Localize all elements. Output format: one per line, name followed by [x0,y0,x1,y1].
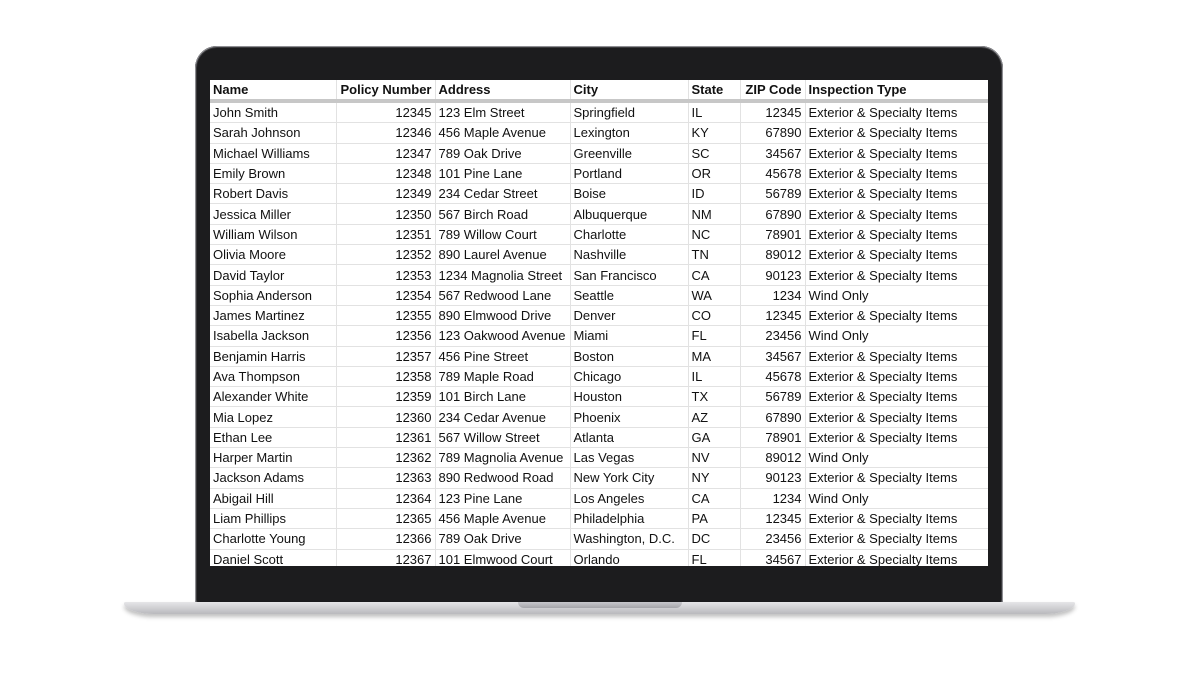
table-row[interactable] [210,427,988,447]
cell-zip-code[interactable]: 23456 [740,529,805,549]
cell-name[interactable]: Olivia Moore [210,245,336,265]
cell-address[interactable]: 101 Birch Lane [435,387,570,407]
cell-address[interactable]: 890 Laurel Avenue [435,245,570,265]
table-row[interactable] [210,123,988,143]
cell-zip-code[interactable]: 90123 [740,468,805,488]
table-row[interactable] [210,529,988,549]
cell-policy-number[interactable]: 12363 [336,468,435,488]
table-row[interactable] [210,508,988,528]
table-row[interactable] [210,224,988,244]
cell-inspection-type[interactable]: Wind Only [805,448,988,468]
cell-inspection-type[interactable]: Exterior & Specialty Items [805,101,988,123]
column-header-state[interactable]: State [688,80,740,101]
cell-state[interactable]: NM [688,204,740,224]
cell-address[interactable]: 123 Pine Lane [435,488,570,508]
cell-address[interactable]: 789 Oak Drive [435,143,570,163]
table-body [210,101,988,566]
cell-zip-code[interactable]: 45678 [740,366,805,386]
cell-policy-number[interactable]: 12357 [336,346,435,366]
cell-inspection-type[interactable]: Exterior & Specialty Items [805,529,988,549]
cell-zip-code[interactable]: 78901 [740,224,805,244]
table-row[interactable] [210,346,988,366]
table-row[interactable] [210,305,988,325]
cell-name[interactable]: Jackson Adams [210,468,336,488]
cell-state[interactable]: SC [688,143,740,163]
cell-city[interactable]: Washington, D.C. [570,529,688,549]
cell-state[interactable]: FL [688,326,740,346]
cell-zip-code[interactable]: 90123 [740,265,805,285]
table-row[interactable] [210,245,988,265]
cell-city[interactable]: Chicago [570,366,688,386]
table-row[interactable] [210,387,988,407]
column-header-inspection-type[interactable]: Inspection Type [805,80,988,101]
cell-state[interactable]: FL [688,549,740,566]
cell-city[interactable]: Atlanta [570,427,688,447]
cell-name[interactable]: Daniel Scott [210,549,336,566]
table-row[interactable] [210,204,988,224]
cell-inspection-type[interactable]: Exterior & Specialty Items [805,346,988,366]
cell-address[interactable]: 567 Redwood Lane [435,285,570,305]
cell-state[interactable]: TN [688,245,740,265]
cell-state[interactable]: MA [688,346,740,366]
cell-inspection-type[interactable]: Exterior & Specialty Items [805,366,988,386]
cell-name[interactable]: Charlotte Young [210,529,336,549]
cell-address[interactable]: 456 Pine Street [435,346,570,366]
cell-state[interactable]: CO [688,305,740,325]
cell-inspection-type[interactable]: Exterior & Specialty Items [805,245,988,265]
cell-city[interactable]: Lexington [570,123,688,143]
cell-state[interactable]: ID [688,184,740,204]
cell-state[interactable]: GA [688,427,740,447]
cell-zip-code[interactable]: 12345 [740,508,805,528]
cell-name[interactable]: David Taylor [210,265,336,285]
cell-policy-number[interactable]: 12366 [336,529,435,549]
cell-city[interactable]: Nashville [570,245,688,265]
cell-inspection-type[interactable]: Wind Only [805,285,988,305]
cell-inspection-type[interactable]: Exterior & Specialty Items [805,427,988,447]
cell-state[interactable]: NC [688,224,740,244]
cell-address[interactable]: 101 Elmwood Court [435,549,570,566]
cell-zip-code[interactable]: 34567 [740,549,805,566]
cell-city[interactable]: Denver [570,305,688,325]
cell-inspection-type[interactable]: Exterior & Specialty Items [805,387,988,407]
table-row[interactable] [210,407,988,427]
table-row[interactable] [210,184,988,204]
cell-state[interactable]: KY [688,123,740,143]
cell-state[interactable]: NV [688,448,740,468]
cell-address[interactable]: 234 Cedar Street [435,184,570,204]
cell-city[interactable]: San Francisco [570,265,688,285]
cell-name[interactable]: Alexander White [210,387,336,407]
cell-name[interactable]: Isabella Jackson [210,326,336,346]
cell-city[interactable]: Orlando [570,549,688,566]
cell-inspection-type[interactable]: Exterior & Specialty Items [805,123,988,143]
cell-name[interactable]: James Martinez [210,305,336,325]
cell-city[interactable]: Boston [570,346,688,366]
cell-address[interactable]: 567 Birch Road [435,204,570,224]
cell-policy-number[interactable]: 12364 [336,488,435,508]
cell-zip-code[interactable]: 23456 [740,326,805,346]
cell-address[interactable]: 789 Maple Road [435,366,570,386]
cell-name[interactable]: Benjamin Harris [210,346,336,366]
cell-policy-number[interactable]: 12358 [336,366,435,386]
cell-policy-number[interactable]: 12355 [336,305,435,325]
cell-policy-number[interactable]: 12359 [336,387,435,407]
cell-policy-number[interactable]: 12347 [336,143,435,163]
laptop-notch [518,602,682,608]
cell-policy-number[interactable]: 12348 [336,163,435,183]
cell-name[interactable]: Sophia Anderson [210,285,336,305]
cell-zip-code[interactable]: 67890 [740,407,805,427]
cell-name[interactable]: William Wilson [210,224,336,244]
cell-city[interactable]: New York City [570,468,688,488]
cell-zip-code[interactable]: 1234 [740,488,805,508]
cell-city[interactable]: Las Vegas [570,448,688,468]
table-row[interactable] [210,488,988,508]
laptop-screen [210,80,988,566]
cell-name[interactable]: Robert Davis [210,184,336,204]
cell-inspection-type[interactable]: Exterior & Specialty Items [805,143,988,163]
cell-city[interactable]: Phoenix [570,407,688,427]
cell-zip-code[interactable]: 34567 [740,346,805,366]
cell-address[interactable]: 101 Pine Lane [435,163,570,183]
cell-zip-code[interactable]: 67890 [740,204,805,224]
cell-name[interactable]: Harper Martin [210,448,336,468]
cell-address[interactable]: 789 Magnolia Avenue [435,448,570,468]
cell-zip-code[interactable]: 78901 [740,427,805,447]
table-row[interactable] [210,285,988,305]
cell-address[interactable]: 789 Oak Drive [435,529,570,549]
cell-name[interactable]: Emily Brown [210,163,336,183]
cell-inspection-type[interactable]: Wind Only [805,488,988,508]
column-header-zip-code[interactable]: ZIP Code [740,80,805,101]
cell-policy-number[interactable]: 12349 [336,184,435,204]
cell-name[interactable]: Abigail Hill [210,488,336,508]
column-header-name[interactable]: Name [210,80,336,101]
cell-name[interactable]: Jessica Miller [210,204,336,224]
cell-zip-code[interactable]: 89012 [740,245,805,265]
column-header-city[interactable]: City [570,80,688,101]
cell-inspection-type[interactable]: Exterior & Specialty Items [805,468,988,488]
cell-state[interactable]: WA [688,285,740,305]
cell-address[interactable]: 890 Elmwood Drive [435,305,570,325]
cell-name[interactable]: Mia Lopez [210,407,336,427]
cell-zip-code[interactable]: 12345 [740,101,805,123]
cell-policy-number[interactable]: 12361 [336,427,435,447]
cell-state[interactable]: IL [688,101,740,123]
table-row[interactable] [210,326,988,346]
cell-city[interactable]: Springfield [570,101,688,123]
cell-state[interactable]: TX [688,387,740,407]
cell-zip-code[interactable]: 12345 [740,305,805,325]
cell-policy-number[interactable]: 12362 [336,448,435,468]
cell-policy-number[interactable]: 12345 [336,101,435,123]
cell-name[interactable]: Ethan Lee [210,427,336,447]
cell-zip-code[interactable]: 1234 [740,285,805,305]
cell-city[interactable]: Albuquerque [570,204,688,224]
cell-inspection-type[interactable]: Exterior & Specialty Items [805,265,988,285]
cell-name[interactable]: Ava Thompson [210,366,336,386]
cell-policy-number[interactable]: 12365 [336,508,435,528]
cell-inspection-type[interactable]: Exterior & Specialty Items [805,305,988,325]
cell-inspection-type[interactable]: Exterior & Specialty Items [805,508,988,528]
cell-address[interactable]: 567 Willow Street [435,427,570,447]
cell-name[interactable]: Sarah Johnson [210,123,336,143]
cell-zip-code[interactable]: 45678 [740,163,805,183]
cell-state[interactable]: NY [688,468,740,488]
cell-state[interactable]: OR [688,163,740,183]
cell-policy-number[interactable]: 12352 [336,245,435,265]
cell-state[interactable]: IL [688,366,740,386]
table-row[interactable] [210,163,988,183]
cell-address[interactable]: 123 Elm Street [435,101,570,123]
cell-policy-number[interactable]: 12350 [336,204,435,224]
cell-state[interactable]: AZ [688,407,740,427]
cell-city[interactable]: Seattle [570,285,688,305]
cell-policy-number[interactable]: 12360 [336,407,435,427]
cell-name[interactable]: Liam Phillips [210,508,336,528]
cell-zip-code[interactable]: 67890 [740,123,805,143]
column-header-policy-number[interactable]: Policy Number [336,80,435,101]
cell-state[interactable]: CA [688,488,740,508]
cell-address[interactable]: 456 Maple Avenue [435,508,570,528]
table-row[interactable] [210,101,988,123]
cell-zip-code[interactable]: 56789 [740,387,805,407]
cell-inspection-type[interactable]: Exterior & Specialty Items [805,204,988,224]
cell-zip-code[interactable]: 89012 [740,448,805,468]
cell-policy-number[interactable]: 12354 [336,285,435,305]
cell-address[interactable]: 456 Maple Avenue [435,123,570,143]
cell-address[interactable]: 890 Redwood Road [435,468,570,488]
cell-city[interactable]: Portland [570,163,688,183]
cell-state[interactable]: PA [688,508,740,528]
cell-name[interactable]: Michael Williams [210,143,336,163]
cell-zip-code[interactable]: 34567 [740,143,805,163]
column-header-address[interactable]: Address [435,80,570,101]
cell-inspection-type[interactable]: Exterior & Specialty Items [805,407,988,427]
table-row[interactable] [210,143,988,163]
cell-state[interactable]: CA [688,265,740,285]
cell-city[interactable]: Greenville [570,143,688,163]
cell-city[interactable]: Los Angeles [570,488,688,508]
cell-inspection-type[interactable]: Exterior & Specialty Items [805,163,988,183]
cell-city[interactable]: Miami [570,326,688,346]
cell-address[interactable]: 789 Willow Court [435,224,570,244]
cell-city[interactable]: Charlotte [570,224,688,244]
cell-inspection-type[interactable]: Wind Only [805,326,988,346]
cell-name[interactable]: John Smith [210,101,336,123]
table-row[interactable] [210,448,988,468]
cell-state[interactable]: DC [688,529,740,549]
header-row [210,80,988,101]
cell-city[interactable]: Philadelphia [570,508,688,528]
cell-address[interactable]: 234 Cedar Avenue [435,407,570,427]
cell-policy-number[interactable]: 12353 [336,265,435,285]
table-row[interactable] [210,366,988,386]
cell-policy-number[interactable]: 12351 [336,224,435,244]
cell-policy-number[interactable]: 12356 [336,326,435,346]
cell-policy-number[interactable]: 12367 [336,549,435,566]
cell-zip-code[interactable]: 56789 [740,184,805,204]
cell-city[interactable]: Boise [570,184,688,204]
cell-city[interactable]: Houston [570,387,688,407]
cell-inspection-type[interactable]: Exterior & Specialty Items [805,184,988,204]
table-row[interactable] [210,468,988,488]
cell-inspection-type[interactable]: Exterior & Specialty Items [805,549,988,566]
cell-address[interactable]: 1234 Magnolia Street [435,265,570,285]
spreadsheet-table [210,80,988,566]
cell-inspection-type[interactable]: Exterior & Specialty Items [805,224,988,244]
table-row[interactable] [210,265,988,285]
table-row[interactable] [210,549,988,566]
cell-policy-number[interactable]: 12346 [336,123,435,143]
cell-address[interactable]: 123 Oakwood Avenue [435,326,570,346]
